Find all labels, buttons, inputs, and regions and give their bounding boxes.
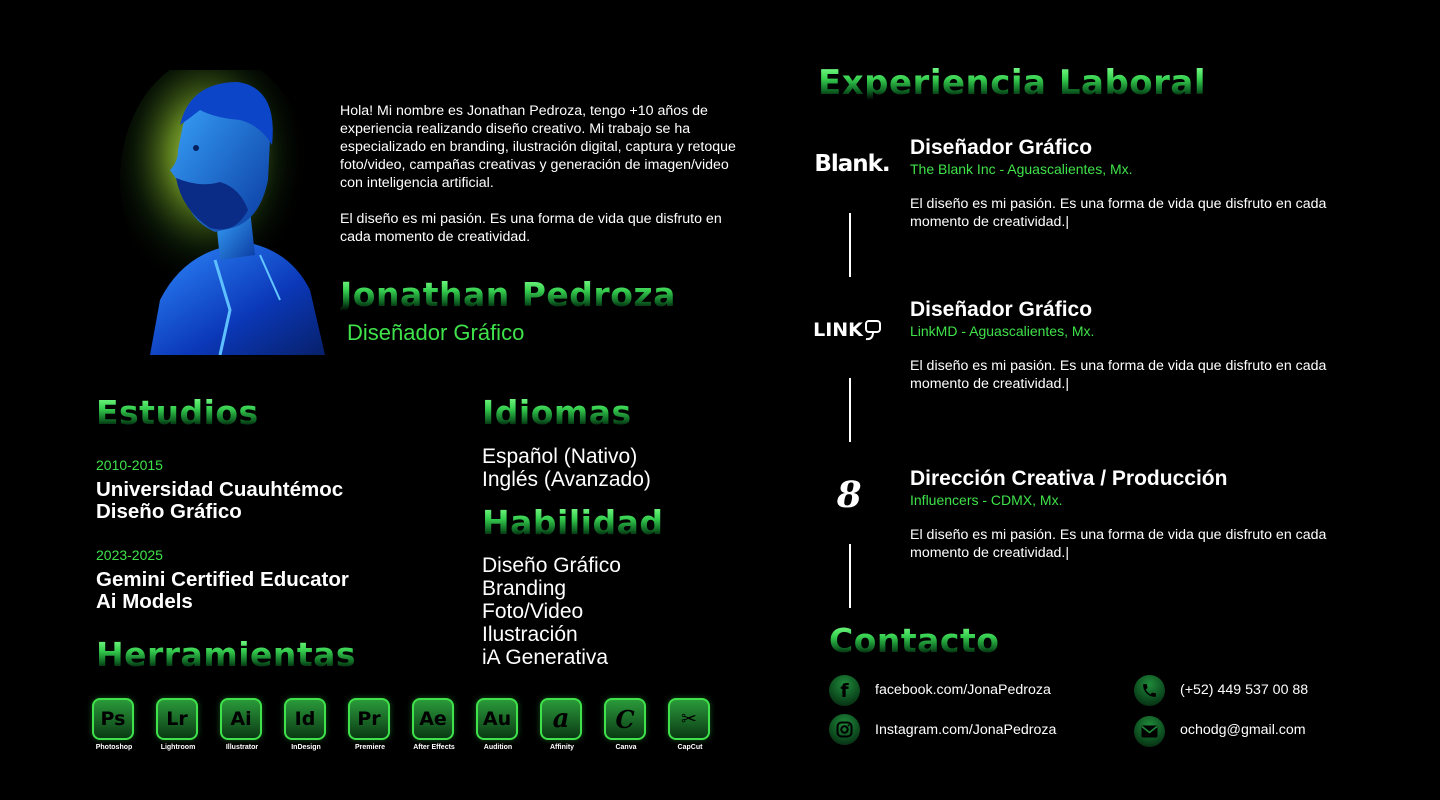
full-name: Jonathan Pedroza [340,275,676,314]
habilidad-item: Ilustración [482,623,578,646]
tool-label: Affinity [549,744,575,751]
habilidad-item: iA Generativa [482,646,609,669]
audition-icon: Au [476,698,518,740]
intro-paragraph-1: Hola! Mi nombre es Jonathan Pedroza, tengo +10 años de experiencia realizando diseño creativo. Mi trabajo se ha especializado en branding, ilustración digital, captura y retoque foto/video, campañas creativas y generación de imagen/video con inteligencia artificial. [340,103,736,191]
instagram-link[interactable]: Instagram.com/JonaPedroza [875,722,1057,738]
estudios-degree: Ai Models [96,590,193,613]
tool-label: Illustrator [225,744,259,751]
tool-illustrator [220,698,264,751]
tool-lightroom [156,698,200,751]
estudios-years: 2023-2025 [96,547,163,563]
job-title: Dirección Creativa / Producción [910,467,1228,490]
photoshop-icon: Ps [92,698,134,740]
lightroom-icon: Lr [156,698,198,740]
experiencia-heading: Experiencia Laboral [818,63,1206,103]
estudios-heading: Estudios [96,393,259,432]
timeline-line [849,213,851,277]
estudios-school: Universidad Cuauhtémoc [96,478,344,501]
tool-capcut [668,698,712,751]
facebook-icon[interactable]: f [829,675,860,706]
premiere-icon: Pr [348,698,390,740]
tool-label: After Effects [413,744,455,751]
estudios-item [96,457,343,523]
phone-number[interactable]: (+52) 449 537 00 88 [1180,682,1309,698]
tool-label: Premiere [355,744,385,751]
role-title: Diseñador Gráfico [347,320,525,345]
herramientas-heading: Herramientas [96,635,357,674]
job-title: Diseñador Gráfico [910,136,1093,159]
intro-paragraph-2: El diseño es mi pasión. Es una forma de vida que disfruto en cada momento de creatividad. [340,211,722,245]
tool-label: InDesign [291,744,321,751]
tool-affinity [540,698,584,751]
idioma-item: Inglés (Avanzado) [482,468,651,491]
tool-indesign [284,698,328,751]
phone-icon[interactable] [1134,675,1165,706]
estudios-degree: Diseño Gráfico [96,500,242,523]
plug-icon [863,318,883,342]
tool-after-effects [412,698,456,751]
habilidad-list [482,554,621,669]
illustrator-icon: Ai [220,698,262,740]
habilidad-item: Foto/Video [482,600,584,623]
job-description: El diseño es mi pasión. Es una forma de vida que disfruto en cada momento de creatividad.| [910,358,1327,392]
tool-label: Lightroom [160,744,196,751]
affinity-icon: a [540,698,582,740]
idiomas-list [482,445,651,491]
tool-label: Canva [615,744,637,751]
portrait-image [120,70,330,355]
habilidad-item: Branding [482,577,567,600]
job-description: El diseño es mi pasión. Es una forma de vida que disfruto en cada momento de creatividad.| [910,196,1327,230]
blank-logo: Blank. [814,151,890,177]
after-effects-icon: Ae [412,698,454,740]
tool-premiere [348,698,392,751]
linkmd-logo [812,312,884,348]
tool-audition [476,698,520,751]
capcut-icon: ✂ [668,698,710,740]
job-entry [910,467,1360,562]
tool-canva [604,698,648,751]
idiomas-heading: Idiomas [482,393,632,432]
estudios-school: Gemini Certified Educator [96,568,349,591]
canva-icon: C [604,698,646,740]
influencers-logo: 8 [832,474,866,516]
contacto-heading: Contacto [829,621,1000,660]
job-company: The Blank Inc - Aguascalientes, Mx. [910,161,1133,177]
timeline-line [849,544,851,608]
job-description: El diseño es mi pasión. Es una forma de vida que disfruto en cada momento de creatividad.| [910,527,1327,561]
instagram-icon[interactable] [829,714,860,745]
job-title: Diseñador Gráfico [910,298,1093,321]
email-icon[interactable] [1134,716,1165,747]
facebook-link[interactable]: facebook.com/JonaPedroza [875,682,1051,698]
indesign-icon: Id [284,698,326,740]
job-entry [910,298,1360,393]
estudios-years: 2010-2015 [96,457,163,473]
job-company: Influencers - CDMX, Mx. [910,492,1063,508]
estudios-item [96,547,349,613]
habilidad-heading: Habilidad [482,503,664,542]
tool-label: Photoshop [95,744,133,751]
tool-label: CapCut [677,744,703,751]
job-entry [910,136,1360,231]
email-address[interactable]: ochodg@gmail.com [1180,722,1306,738]
idioma-item: Español (Nativo) [482,445,638,468]
intro-text [340,102,740,264]
tool-photoshop [92,698,136,751]
timeline-line [849,378,851,442]
linkmd-logo-text: LINK [813,319,863,341]
tool-label: Audition [483,744,513,751]
job-company: LinkMD - Aguascalientes, Mx. [910,323,1095,339]
habilidad-item: Diseño Gráfico [482,554,621,577]
